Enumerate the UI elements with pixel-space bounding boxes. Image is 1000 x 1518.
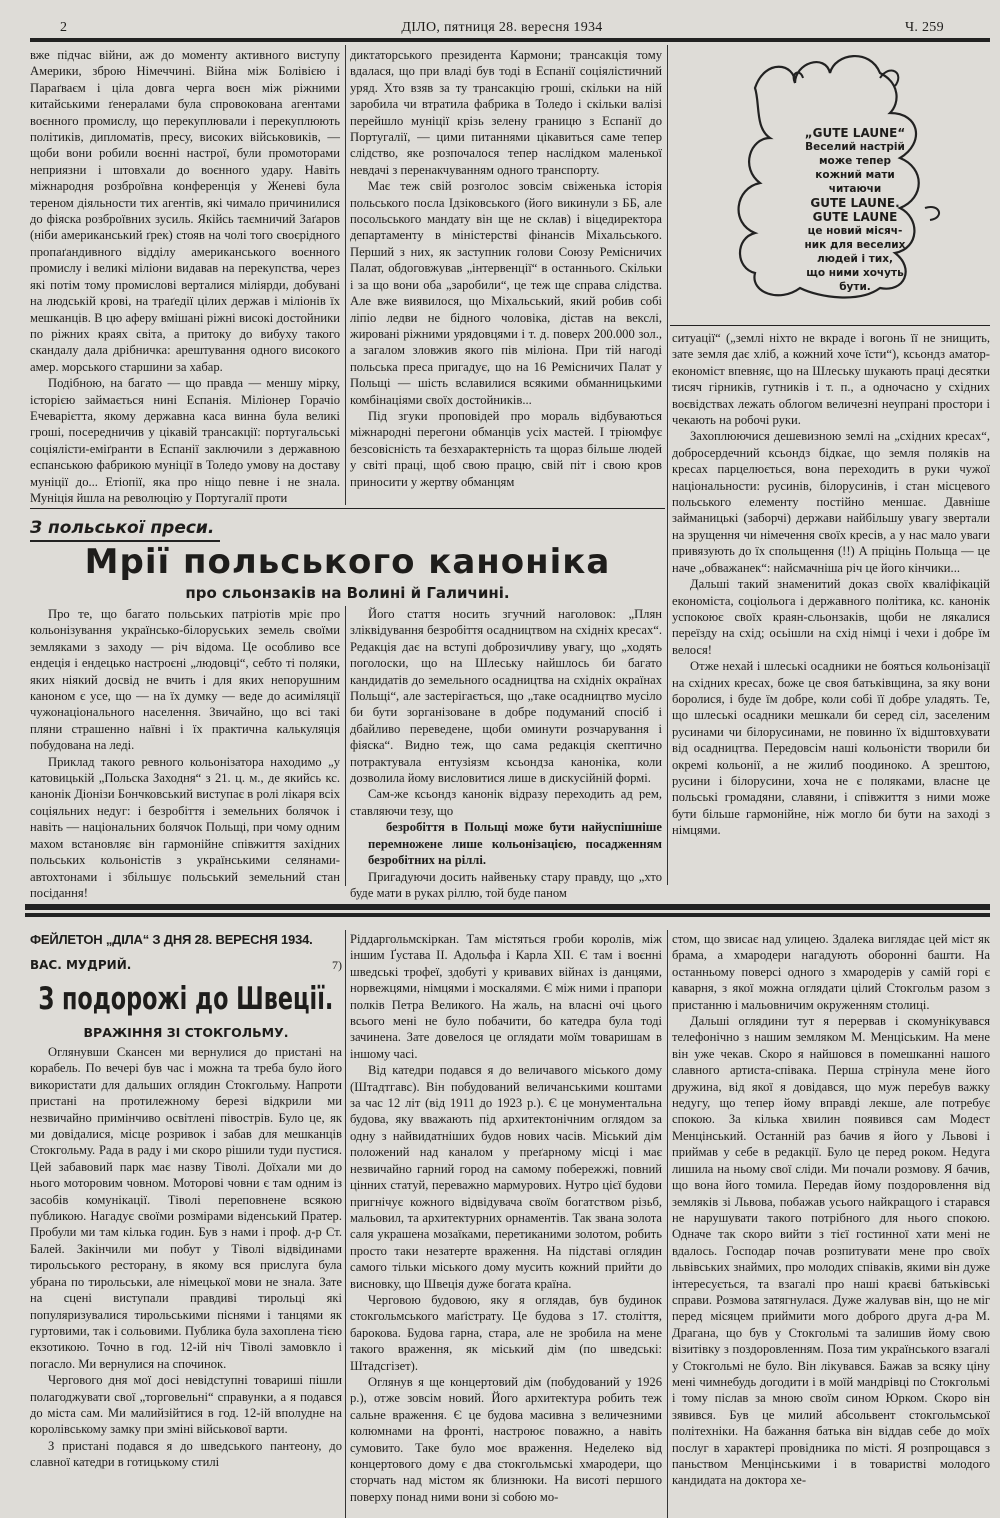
issue-number: Ч. 259 bbox=[905, 20, 944, 35]
top-column-2 bbox=[350, 47, 662, 502]
article-subtitle: про сльонзаків на Волині й Галичині. bbox=[185, 584, 510, 602]
article-title: Мрії польського каноніка bbox=[84, 542, 611, 582]
paragraph: Оглянувши Скансен ми вернулися до пристані на корабель. По вечері був час і можна та треба було його використати для дальших оглядин Стокгольму. Напроти пристані на протилежному березі відкрили ми незвичайно примінчиво освітлені півострів. Було це, як ми довідалися, місце розривок і забав для мешканців Стокгольму. Рада в раду і ми скоро рішили туди пустися. Цей забавовий парк має назву Тіволі. Доїхали ми до нього моторовим човном. Моторові човни є там одним із засобів комунікації. Тіволі переповнене всякою публикою. Нагадує своїми розмірами віденський Пратер. Пробули ми там кілька годин. Був з нами і проф. д-р Ст. Балей. Закінчили ми побут у Тіволі відвідинами тирольського ресторану, в якому вся прислуга була убрана по тирольськи, але німецької мови не знала. Зате на сцені виступали правдиві тирольці які популяризувалися тирольськими піснями і танцями як гуртовими, так і сольовими. Публика була захоплена тією екзотикою. Точно в год. 12-ій ніч Тіволі замовкло і погасло. Ми вернулися на спочинок. bbox=[30, 1045, 342, 1371]
masthead: ДІЛО, пятниця 28. вересня 1934 bbox=[401, 20, 603, 35]
section-kicker: З польської преси. bbox=[30, 518, 215, 538]
feuilleton-column-1 bbox=[30, 931, 342, 1516]
paragraph: Подібною, на багато — що правда — меншу мірку, історією займається нині Еспанія. Міліонер Горачіо Ечеварієтта, якому державна каса винна була великі гроші, посередничив у цікавій трансакції: португальські соціялісти-еміґранти в Еспанії заключили з державною еспанською фабрикою муніції в Толедо умову на доставу муніції до... Етіопії, яка про ніщо певне і не знала. Муніція йшла на революцію у Португалії проти bbox=[30, 376, 340, 505]
ad-brand: GUTE LAUNE. bbox=[810, 196, 900, 210]
paragraph: диктаторського президента Кармони; трансакція тому вдалася, що при владі був тоді в Еспанії соціялістичний уряд. Хто взяв за ту трансакцію гроші, скільки на ній заробила чи втратила фабрика в Толедо і скільки валізі перейшло муніції крізь зелену границю з Еспанії до Португалії, — цими питаннями цікавиться саме тепер слідство, яке розпочалося тепер наслідком маленької невдачі з перенакчуванням одного транспорту. bbox=[350, 48, 662, 177]
paragraph: З пристані подався я до шведського пантеону, до славної катедри в готицькому стилі bbox=[30, 1438, 342, 1470]
paragraph: Оглянув я ще концертовий дім (побудований у 1926 р.), отже зовсім новий. Його архитектура робить теж сальне враження. Є це будова масивна з величезними колюмнами на фронті, настроює поважно, а навіть сумовито. Таке було моє враження. Неделеко від концертового дому є два стокгольмські хмародери, що сторчать над містом як близнюки. На висоті першого поверху понад ними вони зі собою мо- bbox=[350, 1374, 662, 1504]
byline bbox=[30, 958, 342, 973]
ad-line: ник для веселих bbox=[804, 239, 906, 251]
column-divider bbox=[667, 45, 668, 885]
ad-line: що ними хочуть bbox=[806, 267, 904, 279]
paragraph: Має теж свій розголос зовсім свіженька історія польського посла Ідзіковського (його викинули з ББ, але посольського мандату він ще не склав) і віцедиректора департаменту в міністерстві фінансів Міхальського. Перший з них, як заступник голови Союзу Ремісничих Палат, обдоговжував „інтервенції“ в останнього. Скільки і за що вони оба „заробили“, це теж ще справа слідства. Але вже виявилося, що Міхальський, який робив собі ліпіо ледви не бідного чоловіка, дістав на векслі, жировані ріжними урядовцями і т. д. поверх 200.000 зол., а загалом зловжив якого пів міліона. При тій нагоді польська преса пригадує, що на 16 Ремісничих Палат у Польщі — шість вславилися всякими обманницькими комбінаціями своїх достойників... bbox=[350, 179, 662, 407]
feuilleton-title-wrap bbox=[30, 977, 342, 1021]
polish-column-3 bbox=[672, 330, 990, 885]
ad-brand: „GUTE LAUNE“ bbox=[804, 126, 906, 140]
top-column-1 bbox=[30, 47, 340, 505]
feuilleton-column-1-body bbox=[30, 1044, 342, 1471]
feuilleton-column-2 bbox=[350, 931, 662, 1516]
page-number: 2 bbox=[60, 20, 68, 35]
column-divider bbox=[345, 606, 346, 886]
paragraph: Отже нехай і шлеські осадники не бояться кольонізації на східних кресах, боже це своя батьківщина, за яку вони боролися, і буде їм добре, коли собі її добре уладять. Те, що шлеські осадники мешкали би серед сіл, заселеним русинами чи білорусинами, не повинно їх відштовхувати від осадництва. Передовсім наші кольоністи творили би окремі кольонії, а не жилиб поодиноко. А зрештою, русини і білорусини, хоча не є поляками, власне це польські громадяни, славяни, і співжиття з ними може бути більше гармонійне, ніж могло би бути на заході з німцями. bbox=[672, 659, 990, 838]
paragraph: Сам-же ксьондз канонік відразу переходить ад рем, ставляючи тезу, що bbox=[350, 787, 662, 818]
ad-line: може тепер bbox=[818, 155, 892, 167]
ad-line: Веселий настрій bbox=[805, 141, 905, 153]
paragraph: Його стаття носить згучний наголовок: „Плян зліквідування безробіття осадництвом на східніх кресах“. Редакція дає на вступі доброзичливу увагу, що „ходять поголоски, що на Шлеську найшлось би багато кандидатів до земельного осадництва на східніх окраїнах Польщі“, але застерігається, що „таке осадництво мусіло би бути зорганізоване в добре подуманий спосіб і дбайливо переведене, щоби оминути розчарування і фіяска“. Видно теж, що сама редакція скептично потрактувала ентузіязм ксьондза каноніка, коли дозволила йому висловитися лише в дискусійній формі. bbox=[350, 607, 662, 786]
gute-laune-advertisement bbox=[735, 48, 975, 318]
ad-line: це новий місяч- bbox=[807, 225, 903, 237]
paragraph: вже підчас війни, аж до моменту активного виступу Америки, зброю Німеччині. Війна між Болівією і Параґваєм і ціла довга черга воєн між ріжними китайськими ґенералами була спровокована агентами воєнного промислу, що перекуплювали і перекуплюють політиків, дипломатів, пресу, високих військовиків, — щоби вони робили воєнні настрої, були промоторами неприязни і штовхали до воєнного удару. Навіть міжнародня розброївна конференція у Женеві була тереном діяльности тих агентів, які чимало причинилися до фіяска розброївних зусиль. Якійсь таємничий Заґаров (ніби американський ґрек) стояв на чолі того своєрідного пропаґандивного відділу американського воєнного промислу і великі міліони видавав на перекупства, через які потім тому промислові верталися міліярди, добувані на людській крові, на траґедії цілих держав і міліонів їх мешканців. В цю аферу вмішані ріжні високі достойники по ріжних краях світа, а притоку до вибуху такого скандалу дала дрібничка: арештування одного високого амер. морського старшини за хабар. bbox=[30, 48, 340, 374]
polish-column-2 bbox=[350, 606, 662, 900]
paragraph: Чергового дня мої досі невідступні товариші пішли полагоджувати свої „торговельні“ справунки, а я подався до міста сам. Ми малийзійтися в год. 12-ій вполудне на королівському замку при зміні військової варти. bbox=[30, 1373, 342, 1437]
paragraph: Під згуки проповідей про мораль відбуваються міжнародні перегони обманців усіх мастей. І тріюмфує безсовісність та безхарактерність та щораз більше людей у світі праці, щоб свою працю, свій піт і свою кров приносити у жертву обманцям bbox=[350, 408, 662, 489]
ad-line: читаючи bbox=[828, 183, 882, 195]
ad-line: кожний мати bbox=[815, 169, 895, 181]
column-divider bbox=[345, 45, 346, 505]
paragraph: Дальші такий знаменитий доказ своїх кваліфікацій економіста, соціольога і державного політика, кс. канонік успокоює своїх краян-сльонзаків, щоби не лякалися переїзду на схід; осьішли на схід німці і чехи і добре їм велося! bbox=[672, 577, 990, 657]
column-divider bbox=[345, 930, 346, 1518]
paragraph: Захоплюючися дешевизною землі на „східних кресах“, добросердечний ксьондз бідкає, що земля поляків на кресах парцелюється, вона переходить в руки чужої національности: русинів, білорусинів, і стан місцевого польського елементу постійно меншає. Давніше займаницькі (заборчі) держави найбільшу увагу звертали на зрущення чи німечення своїх кресів, а у нас мало уваги привязують до їх спольщення (!!) А пріцінь Польща — це наче „обважанек“: найсмачніша річ це його кінчики... bbox=[672, 429, 990, 575]
installment-number: 7) bbox=[332, 958, 342, 972]
feuilleton-subtitle: ВРАЖІННЯ ЗІ СТОКГОЛЬМУ. bbox=[83, 1025, 289, 1040]
paragraph: Дальші оглядини тут я перервав і скомунікувався телефонічно з нашим земляком М. Менціським. На мене він уже чекав. Скоро я найшовся в помешканні нашого славного артиста-співака. Перша стрінула мене його дружина, від якої я довідався, що муж перебув важку недугу, що тепер йому вправді лекше, але потребує спокою. За кілька хвилин появився сам Модест Менцінський. Останній раз бачив я його у Львові і приймав у себе в редакції. Було це перед роком. Недуга лишила на ньому свої сліди. Ми почали розмову. Я бачив, що вона його томила. Передав йому поздоровлення від земляків зі Львова, побажав усього найкращого і старався не нарушувати такого потрібного для нього спокою. Одначе так скоро вийти з тієї гостинної хати мені не вдалось. Господар почав розпитувати мене про своїх львівських знаймих, про молодих співаків, якими він дуже інтересується, та взагалі про наші краєві батьківські справи. Розмова затягнулася. Дуже жалував він, що не міг перед місяцем приймити мого доброго друга д-ра М. Драгана, що був у Стокгольмі та залишив йому свою візитівку з поздоровленням. Поза тим українського взагалі у Стокгольмі не було. Він лікувався. Бажав за всяку ціну мені чимнебудь догодити і в моїй мандрівці по Стокгольмі і тому післав за мною своїм сином Юрком. Скоро він зявився. Був це милий абсольвент стокгольмської політехніки. На бажання батька він віддав себе до моїх послуг в характері провідника по місті. Я розпрощався з паньством Менцінськими і в товаристві молодого кандидата на доктора хе- bbox=[672, 1014, 990, 1488]
paragraph: стом, що звисає над улицею. Здалека виглядає цей міст як брама, а хмародери нагадують оборонні башти. На останньому поверсі одного з хмародерів у самій горі є каварня, з якої можна оглядати цілий Стокгольм разом з пристанню і мальовничим окруженням столиці. bbox=[672, 932, 990, 1012]
paragraph: Пригадуючи досить найвеньку стару правду, що „хто буде мати в руках ріллю, той буде паном bbox=[350, 869, 662, 900]
ad-rule bbox=[670, 325, 990, 326]
column-divider bbox=[667, 930, 668, 1518]
section-rule bbox=[30, 508, 665, 509]
ad-line: бути. bbox=[839, 281, 871, 293]
paragraph: Черговою будовою, яку я оглядав, був будинок стокгольмського маґістрату. Це будова з 17. століття, барокова. Будова гарна, стара, але не зробила на мене такого враження, як міський дім (по шведські: Штадсгізет). bbox=[350, 1292, 662, 1373]
feuilleton-column-3 bbox=[672, 931, 990, 1516]
paragraph: Від катедри подався я до величавого міського дому (Штадтгавс). Він побудований величанськими коштами за час 12 літ (від 1911 до 1923 р.). Є це монументальна будова, яку вважають під архитектонічним оглядом за одну з найвидатніших будов нових часів. Міський дім положений над каналом у преґарному місці і має незвичайно гарний город на самому побережжі, повний цінних статуй, переважно мармурових. Нутро цієї будови пригнічує кожного відвідувача своїм богатством різьб, мальовил, та архитектурних орнаментів. Так звана золота саля украшена мозаїками, перетиканими золотом, робить просто таки незатерте враження. На підставі оглядин самого тільки міського дому мусить кожний прийти до висновку, що Швеція дуже богата країна. bbox=[350, 1063, 662, 1291]
ad-brand: GUTE LAUNE bbox=[812, 210, 898, 224]
header-rule bbox=[30, 38, 990, 42]
feuilleton-rule bbox=[25, 904, 990, 910]
paragraph: ситуації“ („землі ніхто не вкраде і вогонь її не знищить, зате земля дає хліб, а кожний хоче їсти“), ксьондз аматор-економіст впевняє, що на Шлеську шукають праці десятки тисяч гірників, гутників і т. п., а одночасно у східних воєвідствах лежать облогом величезні неупрані простори і чекають на робочі руки. bbox=[672, 331, 990, 428]
ad-line: людей і тих, bbox=[817, 253, 893, 265]
feuilleton-header: ФЕЙЛЕТОН „ДІЛА“ З ДНЯ 28. ВЕРЕСНЯ 1934. bbox=[30, 932, 313, 947]
author: ВАС. МУДРИЙ. bbox=[30, 958, 132, 972]
polish-column-1 bbox=[30, 606, 340, 900]
paragraph: Про те, що багато польських патріотів мріє про кольонізування українсько-білоруських земель своїми земляками з заходу — річ відома. Це особливо все ендеція і ендецько настроєні „людовці“, себто ті поляки, яких ніякий досвід не вчить і для яких непорушним каноном є усе, що — на їх думку — веде до асиміляції чужонаціонального населення. Звичайно, що всі такі пляни страшенно наївні і їх практична калькуляція побудована на леді. bbox=[30, 607, 340, 753]
paragraph: Ріддаргольмскіркан. Там містяться гроби королів, між іншим Ґустава II. Адольфа і Карла XII. Є там і воєнні шведські трофеї, здобуті у кривавих війнах із данцями, норвежцями, німцями і москалями. Є між ними і прапори полків Петра Великого. На жаль, на власні очі цього всього мені не було побачити, бо катедра була тоді зачинена. Зате довелося це оглядати моїм товаришам в іншому часі. bbox=[350, 932, 662, 1061]
paragraph: Приклад такого ревного кольонізатора находимо „у катовицькій „Польска Заходня“ з 21. ц. м., де якийсь кс. канонік Діонізи Бончковський виступає в ролі лікаря всіх соціяльних недуг: і безробіття і земельних болячок і навіть — національних болячок Польщі, при чому одним махом встановляє він гармонійне співжиття західних польських кольоністів з українськими селянами-автохтонами і збільшує польський земельний стан посідання! bbox=[30, 754, 340, 900]
paragraph-emphasis: безробіття в Польщі може бути найуспішніше перемножене лише кольонізацією, посадженням безробітних на ріллі. bbox=[368, 820, 662, 868]
feuilleton-title: З подорожі до Швеції. bbox=[38, 981, 334, 1017]
feuilleton-rule bbox=[25, 913, 990, 917]
